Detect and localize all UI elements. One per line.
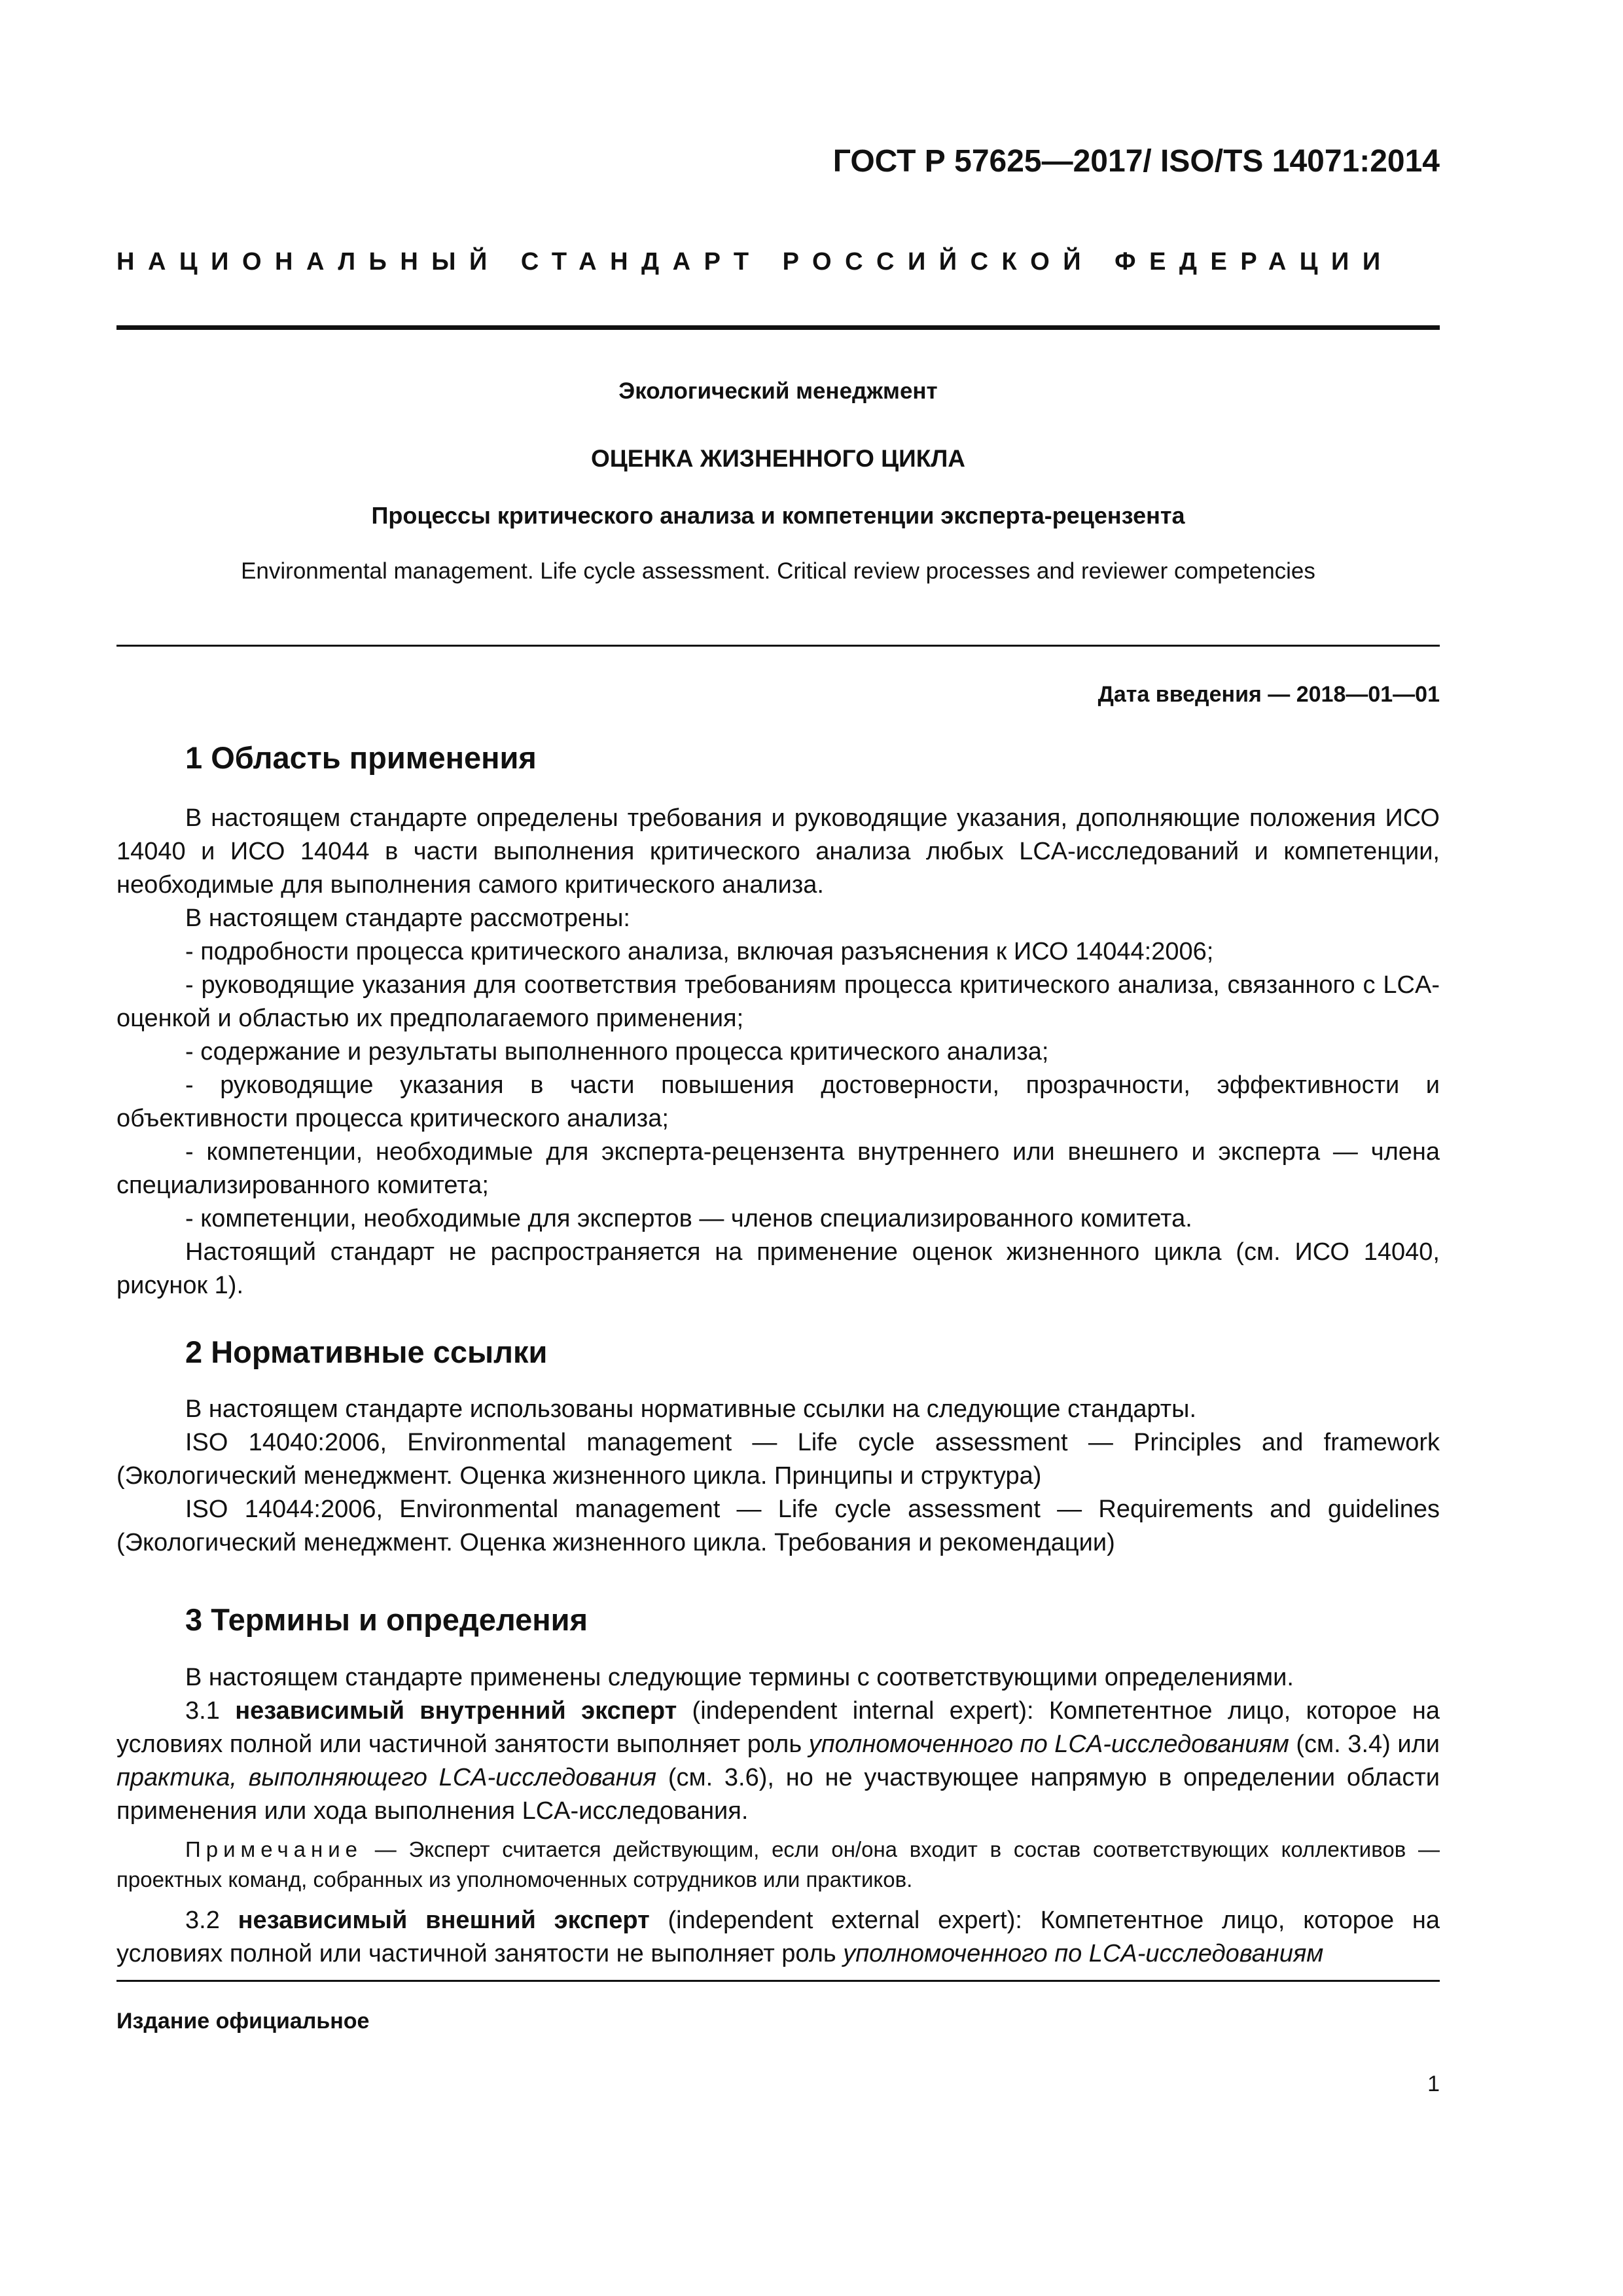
- section-1-heading: 1 Область применения: [185, 740, 537, 775]
- section-3-heading: 3 Термины и определения: [185, 1602, 588, 1637]
- page-content: [116, 0, 1440, 2296]
- document-title: ОЦЕНКА ЖИЗНЕННОГО ЦИКЛА: [590, 445, 966, 472]
- list-item: - компетенции, необходимые для эксперта-рецензента внутреннего или внешнего и эксперта — члена специализированного комитета;: [116, 1138, 1440, 1199]
- paragraph: В настоящем стандарте использованы нормативные ссылки на следующие стандарты.: [185, 1395, 1197, 1423]
- list-item: - подробности процесса критического анализа, включая разъяснения к ИСО 14044:2006;: [185, 938, 1214, 965]
- section-1-body: [116, 802, 1440, 1302]
- english-title: Environmental management. Life cycle assessment. Critical review processes and reviewer competencies: [241, 558, 1315, 584]
- list-item: - руководящие указания в части повышения достоверности, прозрачности, эффективности и объективности процесса критического анализа;: [116, 1071, 1440, 1132]
- section-2-body: [116, 1393, 1440, 1560]
- note: [116, 1835, 1440, 1895]
- document-subtitle: Процессы критического анализа и компетенции эксперта-рецензента: [371, 502, 1185, 529]
- term-reference: практика, выполняющего LCA-исследования: [116, 1764, 657, 1791]
- term-reference: уполномоченного по LCA-исследованиям: [808, 1731, 1289, 1758]
- reference-item: ISO 14044:2006, Environmental management — Life cycle assessment — Requirements and guidelines (Экологический менеджмент. Оценка жизненного цикла. Требования и рекомендации): [116, 1496, 1440, 1556]
- term-reference: уполномоченного по LCA-исследованиям: [843, 1940, 1324, 1967]
- section-3-body: [116, 1661, 1440, 1971]
- list-item: - содержание и результаты выполненного процесса критического анализа;: [185, 1038, 1049, 1066]
- term-number: 3.2: [185, 1907, 220, 1934]
- note-label: Примечание: [185, 1837, 363, 1861]
- term-text: (см. 3.6), но не участвующее напрямую в определении области применения или хода выполнения LCA-исследования.: [116, 1764, 1440, 1825]
- term-number: 3.1: [185, 1697, 220, 1725]
- title-divider: [116, 645, 1440, 647]
- paragraph: Настоящий стандарт не распространяется на применение оценок жизненного цикла (см. ИСО 14040, рисунок 1).: [116, 1238, 1440, 1299]
- note-text: — Эксперт считается действующим, если он/она входит в состав соответствующих коллективов — проектных команд, собранных из уполномоченных сотрудников или практиков.: [116, 1837, 1440, 1892]
- standard-number: ГОСТ Р 57625—2017/ ISO/TS 14071:2014: [832, 144, 1440, 179]
- national-standard-heading: НАЦИОНАЛЬНЫЙ СТАНДАРТ РОССИЙСКОЙ ФЕДЕРАЦИИ: [116, 248, 1394, 276]
- footer-divider: [116, 1980, 1440, 1982]
- document-subject: Экологический менеджмент: [618, 378, 938, 404]
- term-text: (см. 3.4) или: [1296, 1731, 1440, 1758]
- term-name: независимый внутренний эксперт: [235, 1697, 677, 1725]
- reference-item: ISO 14040:2006, Environmental management — Life cycle assessment — Principles and framework (Экологический менеджмент. Оценка жизненного цикла. Принципы и структура): [116, 1429, 1440, 1490]
- term-text: (independent internal expert): Компетентное лицо, которое на условиях полной или частичной занятости выполняет роль: [116, 1697, 1440, 1758]
- section-2-heading: 2 Нормативные ссылки: [185, 1335, 548, 1369]
- term-definition-3-1: [116, 1695, 1440, 1828]
- paragraph: В настоящем стандарте рассмотрены:: [185, 905, 630, 932]
- page-number: 1: [1427, 2072, 1440, 2096]
- term-name: независимый внешний эксперт: [238, 1907, 650, 1934]
- header-divider: [116, 325, 1440, 330]
- date-of-introduction: Дата введения — 2018—01—01: [1097, 682, 1440, 707]
- term-text: (independent external expert): Компетентное лицо, которое на условиях полной или частичной занятости не выполняет роль: [116, 1907, 1440, 1967]
- paragraph: В настоящем стандарте применены следующие термины с соответствующими определениями.: [185, 1664, 1294, 1691]
- paragraph: В настоящем стандарте определены требования и руководящие указания, дополняющие положения ИСО 14040 и ИСО 14044 в части выполнения критического анализа любых LCA-исследований и компетенции, необходимые для выполнения самого критического анализа.: [116, 804, 1440, 899]
- term-definition-3-2: [116, 1904, 1440, 1971]
- list-item: - компетенции, необходимые для экспертов — членов специализированного комитета.: [185, 1205, 1192, 1232]
- edition-label: Издание официальное: [116, 2009, 370, 2034]
- list-item: - руководящие указания для соответствия требованиям процесса критического анализа, связанного с LCA-оценкой и областью их предполагаемого применения;: [116, 971, 1440, 1032]
